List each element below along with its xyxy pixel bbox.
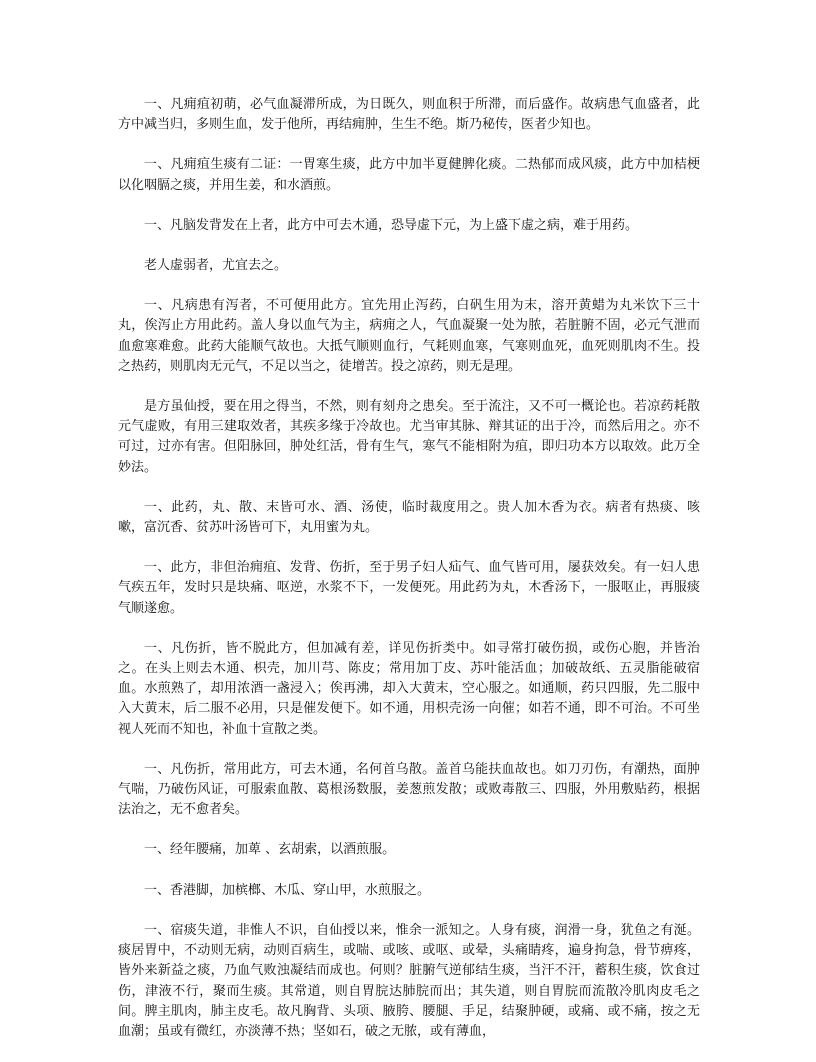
- paragraph: 老人虚弱者，尤宜去之。: [144, 258, 288, 274]
- paragraph: 一、凡脑发背发在上者，此方中可去木通，恐导虚下元，为上盛下虚之病，难于用药。: [144, 217, 639, 233]
- document-page: [118, 95, 700, 1062]
- paragraph: 一、凡痈疽生痰有二证：一胃寒生痰，此方中加半夏健脾化痰。二热郁而成风痰，此方中加桔梗以化咽膈之痰，并用生姜，和水酒煎。: [118, 157, 700, 193]
- paragraph: 一、香港脚，加槟榔、木瓜、穿山甲，水煎服之。: [144, 882, 431, 898]
- paragraph: 一、凡伤折，皆不脱此方，但加减有差，详见伤折类中。如寻常打破伤损，或伤心胞，并皆治之。在头上则去木通、枳壳，加川芎、陈皮；常用加丁皮、苏叶能活血；加破故纸、五灵脂能破宿血。水煎熟了，却用浓酒一盏浸入；俟再沸，却入大黄末，空心服之。如通顺，药只四服，先二服中入大黄末，后二服不必用，只是催发便下。如不通，用枳壳汤一向催；如若不通，即不可治。不可坐视人死而不知也，补血十宣散之类。: [118, 640, 700, 737]
- paragraph: 一、此方，非但治痈疽、发背、伤折，至于男子妇人疝气、血气皆可用，屡获效矣。有一妇人患气疾五年，发时只是块痛、呕逆，水浆不下，一发便死。用此药为丸，木香汤下，一服呕止，再服痰气顺遂愈。: [118, 560, 700, 616]
- paragraph: 是方虽仙授，要在用之得当，不然，则有刻舟之患矣。至于流注，又不可一概论也。若凉药耗散元气虚败，有用三建取效者，其疾多缘于冷故也。尤当审其脉、辩其证的出于冷，而然后用之。亦不可过，过亦有害。但阳脉回，肿处红活，骨有生气，寒气不能相附为疽，即归功本方以取效。此万全妙法。: [118, 399, 700, 475]
- paragraph: 一、凡伤折，常用此方，可去木通，名何首乌散。盖首乌能扶血故也。如刀刃伤，有潮热，面肿气喘，乃破伤风证，可服索血散、葛根汤数服，姜葱煎发散；或败毒散三、四服，外用敷贴药，根据法治之，无不愈者矣。: [118, 761, 700, 818]
- paragraph: 一、此药，丸、散、末皆可水、酒、汤使，临时裁度用之。贵人加木香为衣。病者有热痰、咳嗽，富沉香、贫苏叶汤皆可下，丸用蜜为丸。: [118, 499, 700, 536]
- paragraph: 一、凡病患有泻者，不可便用此方。宜先用止泻药，白矾生用为末，溶开黄蜡为丸米饮下三十丸，俟泻止方用此药。盖人身以血气为主，病痈之人，气血凝聚一处为脓，若脏腑不固，必元气泄而血愈寒难愈。此药大能顺气故也。大抵气顺则血行，气耗则血寒，气寒则血死，血死则肌肉不生。投之热药，则肌肉无元气，不足以当之，徒增苦。投之凉药，则无是理。: [118, 298, 700, 374]
- paragraph: 一、经年腰痛，加萆 、玄胡索，以酒煎服。: [144, 842, 396, 858]
- paragraph: 一、凡痈疽初萌，必气血凝滞所成，为日既久，则血积于所滞，而后盛作。故病患气血盛者，此方中减当归，多则生血，发于他所，再结痈肿，生生不绝。斯乃秘传，医者少知也。: [118, 97, 700, 133]
- paragraph: 一、宿痰失道，非惟人不识，自仙授以来，惟余一派知之。人身有痰，润滑一身，犹鱼之有涎。痰居胃中，不动则无病，动则百病生，或喘、或咳、或呕、或晕，头痛睛疼，遍身拘急，骨节痹疼，皆外来新益之痰，乃血气败浊凝结而成也。何则？脏腑气逆郁结生痰，当汗不汗，蓄积生痰，饮食过伤，津液不行，聚而生痰。其常道，则自胃脘达肺脘而出；其失道，则自胃脘而流散冷肌肉皮毛之间。脾主肌肉，肺主皮毛。故凡胸背、头项、腋胯、腰腿、手足，结聚肿硬，或痛、或不痛，按之无血潮；虽或有微红，亦淡薄不热；坚如石，破之无脓，或有薄血，: [118, 922, 700, 1039]
